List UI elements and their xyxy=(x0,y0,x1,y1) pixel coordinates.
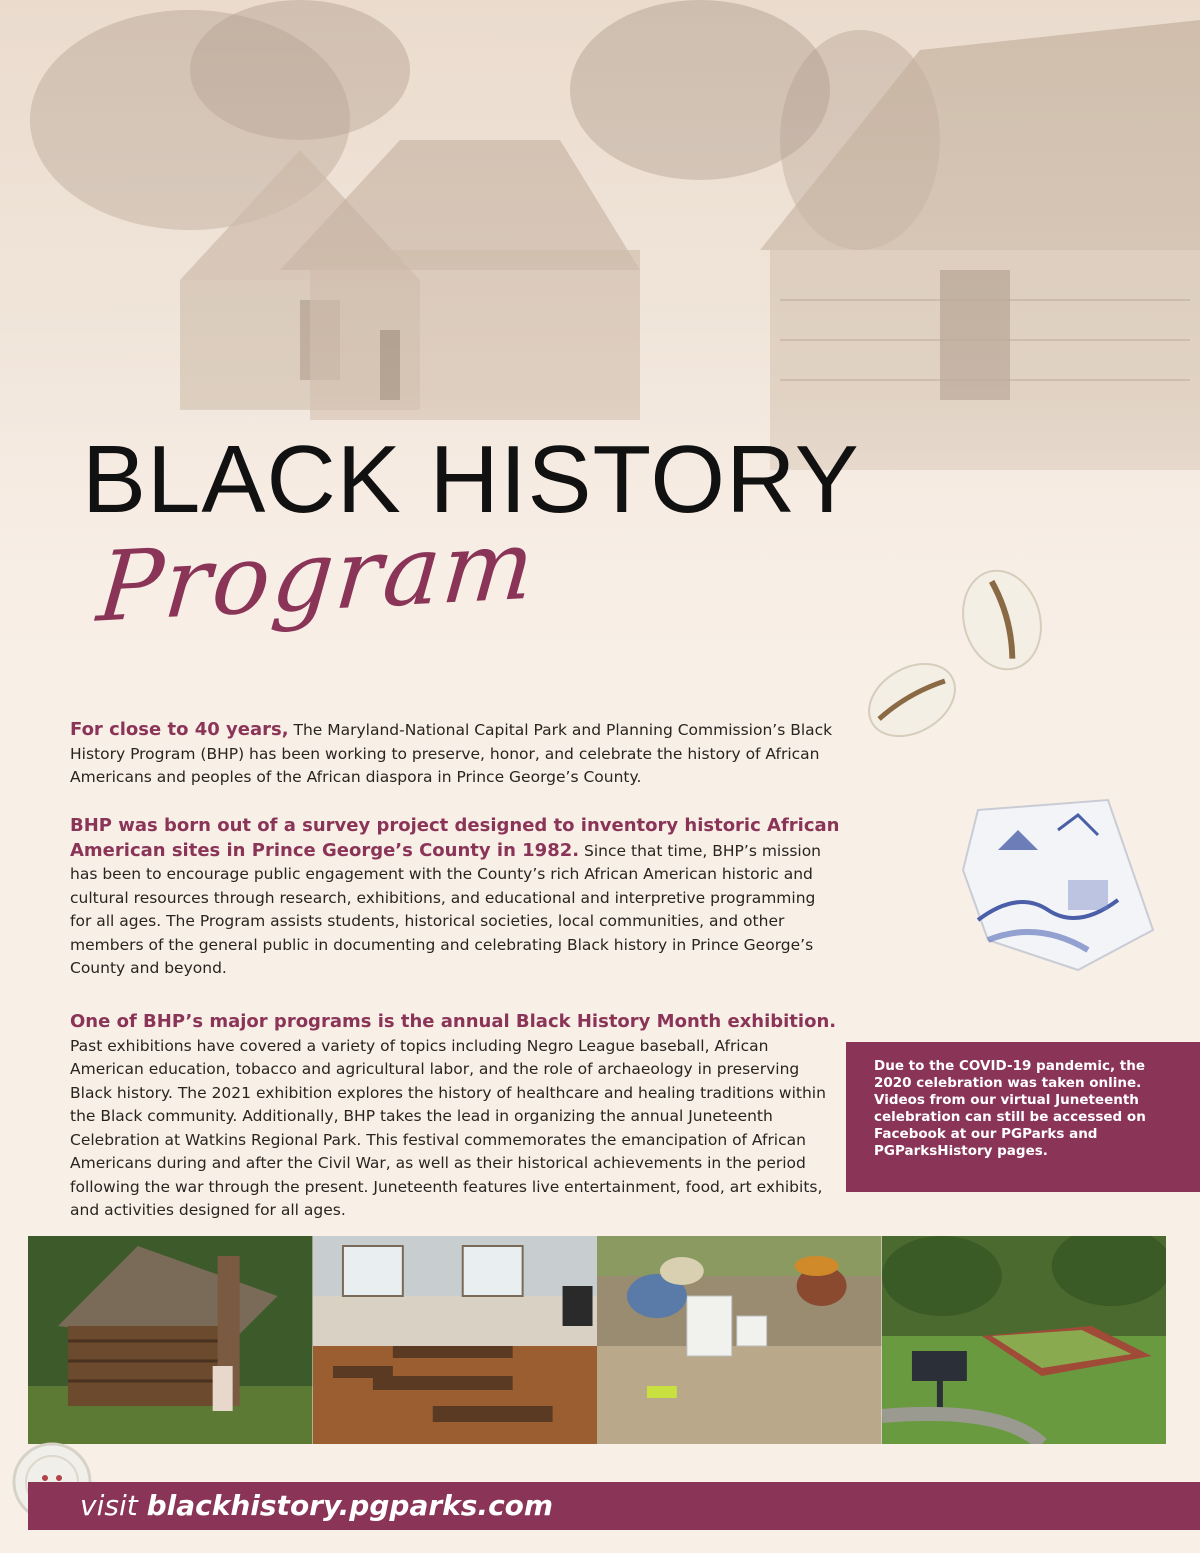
cowrie-shells-image xyxy=(862,560,1062,760)
history-paragraph xyxy=(70,814,840,981)
page-subtitle-script: Program xyxy=(93,508,541,644)
log-cabin-photo xyxy=(28,1236,313,1444)
archaeology-dig-photo xyxy=(597,1236,882,1444)
history-text: Since that time, BHP’s mission has been to encourage public engagement with the County’s rich African American historic and cultural resources through research, exhibitions, and educational and interpretive programming for all ages. The Program assists students, historical societies, local communities, and other members of the general public in documenting and celebrating Black history in Prince George’s County and beyond. xyxy=(70,841,822,977)
covid-note-box: Due to the COVID-19 pandemic, the 2020 celebration was taken online. Videos from our virtual Juneteenth celebration can still be accessed on Facebook at our PGParks and PGParksHistory pages. xyxy=(846,1042,1200,1192)
intro-paragraph xyxy=(70,718,840,790)
footer-bar xyxy=(28,1482,1200,1530)
intro-text: The Maryland-National Capital Park and Planning Commission’s Black History Program (BHP) has been working to preserve, honor, and celebrate the history of African Americans and peoples of the African diaspora in Prince George’s County. xyxy=(70,721,833,786)
brick-foundation-photo xyxy=(882,1236,1167,1444)
page-title: BLACK HISTORY xyxy=(82,426,860,533)
photo-strip xyxy=(28,1236,1166,1444)
programs-lead: One of BHP’s major programs is the annual Black History Month exhibition. xyxy=(70,1011,837,1032)
website-link[interactable]: blackhistory.pgparks.com xyxy=(146,1489,554,1522)
footer-prefix: visit xyxy=(80,1489,147,1522)
programs-paragraph xyxy=(70,1010,840,1223)
intro-lead: For close to 40 years, xyxy=(70,719,289,740)
programs-text: Past exhibitions have covered a variety of topics including Negro League baseball, African American education, tobacco and agricultural labor, and the role of archaeology in preserving Black history. The 2021 exhibition explores the history of healthcare and healing traditions within the Black community. Additionally, BHP takes the lead in organizing the annual Juneteenth Celebration at Watkins Regional Park. This festival commemorates the emancipation of African Americans during and after the Civil War, as well as their historical achievements in the period following the war through the present. Juneteenth features live entertainment, food, art exhibits, and activities designed for all ages. xyxy=(70,1036,826,1219)
porcelain-shard-image xyxy=(958,790,1158,980)
schoolroom-photo xyxy=(313,1236,598,1444)
history-lead: BHP was born out of a survey project designed to inventory historic African American sites in Prince George’s County in 1982. xyxy=(70,815,840,861)
